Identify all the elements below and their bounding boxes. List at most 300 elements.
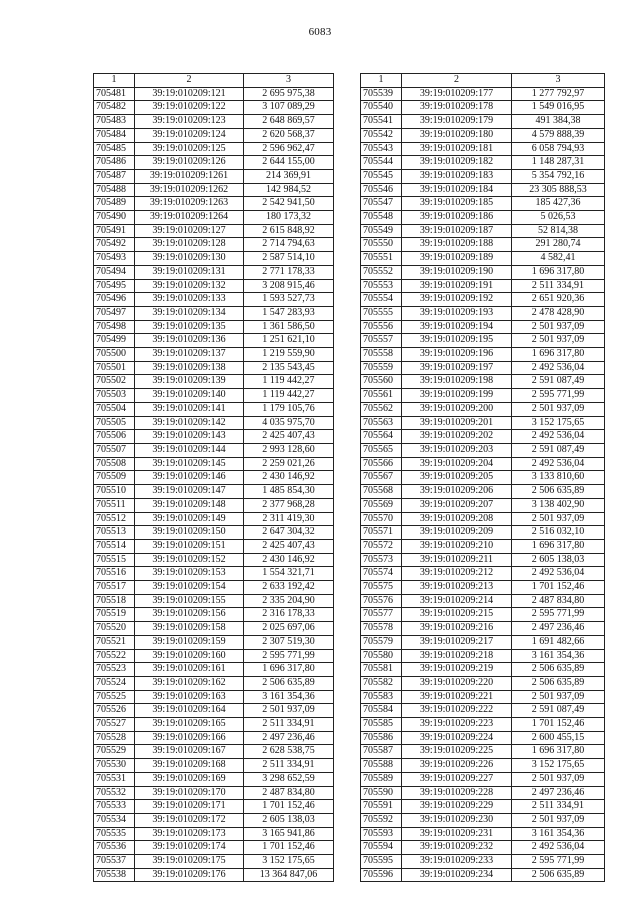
cadastral-value: 1 696 317,80 [512, 265, 605, 279]
row-number: 705583 [361, 690, 402, 704]
table-row [94, 786, 334, 800]
row-number: 705504 [94, 402, 135, 416]
row-number: 705557 [361, 334, 402, 348]
cadastral-number: 39:19:010209:200 [402, 402, 512, 416]
cadastral-value: 2 492 536,04 [512, 567, 605, 581]
table-row [94, 718, 334, 732]
row-number: 705515 [94, 553, 135, 567]
cadastral-value: 1 485 854,30 [244, 485, 334, 499]
cadastral-number: 39:19:010209:1262 [135, 183, 244, 197]
cadastral-number: 39:19:010209:151 [135, 539, 244, 553]
cadastral-value: 2 596 962,47 [244, 142, 334, 156]
table-row [94, 430, 334, 444]
cadastral-value: 2 307 519,30 [244, 635, 334, 649]
cadastral-number: 39:19:010209:181 [402, 142, 512, 156]
cadastral-value: 3 152 175,65 [512, 759, 605, 773]
cadastral-number: 39:19:010209:166 [135, 731, 244, 745]
row-number: 705548 [361, 211, 402, 225]
cadastral-number: 39:19:010209:124 [135, 128, 244, 142]
row-number: 705561 [361, 389, 402, 403]
row-number: 705510 [94, 485, 135, 499]
cadastral-number: 39:19:010209:127 [135, 224, 244, 238]
cadastral-number: 39:19:010209:139 [135, 375, 244, 389]
row-number: 705544 [361, 156, 402, 170]
cadastral-value: 3 152 175,65 [512, 416, 605, 430]
row-number: 705492 [94, 238, 135, 252]
row-number: 705543 [361, 142, 402, 156]
table-row [361, 101, 605, 115]
row-number: 705529 [94, 745, 135, 759]
table-row [361, 389, 605, 403]
cadastral-value: 52 814,38 [512, 224, 605, 238]
cadastral-value: 1 251 621,10 [244, 334, 334, 348]
row-number: 705594 [361, 841, 402, 855]
row-number: 705508 [94, 457, 135, 471]
row-number: 705482 [94, 101, 135, 115]
cadastral-value: 4 035 975,70 [244, 416, 334, 430]
cadastral-number: 39:19:010209:155 [135, 594, 244, 608]
cadastral-value: 2 511 334,91 [244, 759, 334, 773]
row-number: 705518 [94, 594, 135, 608]
cadastral-value: 2 425 407,43 [244, 539, 334, 553]
row-number: 705553 [361, 279, 402, 293]
table-row [94, 224, 334, 238]
cadastral-value: 2 595 771,99 [512, 608, 605, 622]
row-number: 705531 [94, 772, 135, 786]
cadastral-number: 39:19:010209:154 [135, 581, 244, 595]
cadastral-number: 39:19:010209:152 [135, 553, 244, 567]
table-row [361, 649, 605, 663]
cadastral-number: 39:19:010209:197 [402, 361, 512, 375]
cadastral-number: 39:19:010209:218 [402, 649, 512, 663]
cadastral-number: 39:19:010209:219 [402, 663, 512, 677]
table-row [361, 594, 605, 608]
table-row [361, 759, 605, 773]
table-row [94, 252, 334, 266]
cadastral-value: 1 696 317,80 [244, 663, 334, 677]
cadastral-value: 2 591 087,49 [512, 704, 605, 718]
row-number: 705586 [361, 731, 402, 745]
cadastral-number: 39:19:010209:136 [135, 334, 244, 348]
row-number: 705498 [94, 320, 135, 334]
row-number: 705534 [94, 813, 135, 827]
cadastral-value: 2 316 178,33 [244, 608, 334, 622]
cadastral-value: 2 648 869,57 [244, 115, 334, 129]
cadastral-number: 39:19:010209:153 [135, 567, 244, 581]
cadastral-number: 39:19:010209:134 [135, 306, 244, 320]
cadastral-value: 1 691 482,66 [512, 635, 605, 649]
table-row [361, 265, 605, 279]
cadastral-value: 2 487 834,80 [244, 786, 334, 800]
table-row [94, 265, 334, 279]
table-row [94, 608, 334, 622]
row-number: 705563 [361, 416, 402, 430]
table-row [94, 813, 334, 827]
table-row [361, 800, 605, 814]
row-number: 705517 [94, 581, 135, 595]
row-number: 705550 [361, 238, 402, 252]
cadastral-number: 39:19:010209:174 [135, 841, 244, 855]
table-row [361, 156, 605, 170]
row-number: 705520 [94, 622, 135, 636]
cadastral-number: 39:19:010209:214 [402, 594, 512, 608]
cadastral-number: 39:19:010209:198 [402, 375, 512, 389]
cadastral-value: 5 026,53 [512, 211, 605, 225]
row-number: 705566 [361, 457, 402, 471]
row-number: 705540 [361, 101, 402, 115]
table-row [361, 581, 605, 595]
cadastral-number: 39:19:010209:1264 [135, 211, 244, 225]
table-row [361, 786, 605, 800]
cadastral-number: 39:19:010209:211 [402, 553, 512, 567]
table-row [94, 279, 334, 293]
table-row [361, 731, 605, 745]
cadastral-value: 2 492 536,04 [512, 457, 605, 471]
table-row [361, 348, 605, 362]
table-row [361, 526, 605, 540]
row-number: 705596 [361, 868, 402, 882]
cadastral-value: 1 277 792,97 [512, 87, 605, 101]
table-row [94, 485, 334, 499]
cadastral-number: 39:19:010209:182 [402, 156, 512, 170]
table-row [361, 567, 605, 581]
cadastral-number: 39:19:010209:178 [402, 101, 512, 115]
table-row [94, 868, 334, 882]
cadastral-value: 2 644 155,00 [244, 156, 334, 170]
table-row [361, 293, 605, 307]
cadastral-value: 23 305 888,53 [512, 183, 605, 197]
table-row [361, 635, 605, 649]
table-row [94, 142, 334, 156]
row-number: 705526 [94, 704, 135, 718]
row-number: 705573 [361, 553, 402, 567]
cadastral-value: 2 587 514,10 [244, 252, 334, 266]
table-row [361, 539, 605, 553]
table-row [94, 183, 334, 197]
cadastral-number: 39:19:010209:222 [402, 704, 512, 718]
cadastral-number: 39:19:010209:159 [135, 635, 244, 649]
cadastral-number: 39:19:010209:233 [402, 855, 512, 869]
cadastral-value: 2 633 192,42 [244, 581, 334, 595]
row-number: 705537 [94, 855, 135, 869]
table-row [361, 841, 605, 855]
cadastral-number: 39:19:010209:138 [135, 361, 244, 375]
cadastral-number: 39:19:010209:228 [402, 786, 512, 800]
table-row [361, 622, 605, 636]
row-number: 705571 [361, 526, 402, 540]
row-number: 705532 [94, 786, 135, 800]
cadastral-number: 39:19:010209:177 [402, 87, 512, 101]
table-row [361, 334, 605, 348]
cadastral-value: 2 501 937,09 [512, 813, 605, 827]
header-col-2: 2 [135, 74, 244, 88]
table-row [361, 183, 605, 197]
cadastral-value: 2 620 568,37 [244, 128, 334, 142]
row-number: 705503 [94, 389, 135, 403]
cadastral-number: 39:19:010209:169 [135, 772, 244, 786]
cadastral-number: 39:19:010209:210 [402, 539, 512, 553]
row-number: 705524 [94, 676, 135, 690]
cadastral-value: 1 701 152,46 [244, 841, 334, 855]
table-row [94, 704, 334, 718]
cadastral-value: 180 173,32 [244, 211, 334, 225]
table-row [361, 197, 605, 211]
cadastral-number: 39:19:010209:121 [135, 87, 244, 101]
table-row [94, 361, 334, 375]
row-number: 705590 [361, 786, 402, 800]
table-row [94, 526, 334, 540]
cadastral-value: 142 984,52 [244, 183, 334, 197]
cadastral-number: 39:19:010209:144 [135, 443, 244, 457]
row-number: 705567 [361, 471, 402, 485]
cadastral-value: 2 591 087,49 [512, 443, 605, 457]
row-number: 705591 [361, 800, 402, 814]
row-number: 705562 [361, 402, 402, 416]
row-number: 705584 [361, 704, 402, 718]
table-row [94, 211, 334, 225]
row-number: 705490 [94, 211, 135, 225]
cadastral-value: 4 579 888,39 [512, 128, 605, 142]
cadastral-value: 2 497 236,46 [512, 786, 605, 800]
row-number: 705525 [94, 690, 135, 704]
cadastral-value: 1 547 283,93 [244, 306, 334, 320]
cadastral-number: 39:19:010209:227 [402, 772, 512, 786]
cadastral-value: 1 179 105,76 [244, 402, 334, 416]
cadastral-number: 39:19:010209:1261 [135, 169, 244, 183]
row-number: 705533 [94, 800, 135, 814]
cadastral-number: 39:19:010209:149 [135, 512, 244, 526]
table-row [94, 676, 334, 690]
cadastral-value: 2 335 204,90 [244, 594, 334, 608]
cadastral-number: 39:19:010209:191 [402, 279, 512, 293]
cadastral-number: 39:19:010209:217 [402, 635, 512, 649]
cadastral-value: 2 311 419,30 [244, 512, 334, 526]
table-row [94, 539, 334, 553]
table-row [361, 827, 605, 841]
table-row [361, 676, 605, 690]
registry-table-right-body [361, 74, 605, 882]
table-row [361, 498, 605, 512]
cadastral-number: 39:19:010209:131 [135, 265, 244, 279]
table-row [94, 553, 334, 567]
cadastral-number: 39:19:010209:199 [402, 389, 512, 403]
table-row [361, 457, 605, 471]
table-row [361, 375, 605, 389]
table-row [361, 416, 605, 430]
cadastral-value: 2 025 697,06 [244, 622, 334, 636]
registry-table-left [93, 73, 334, 882]
cadastral-number: 39:19:010209:180 [402, 128, 512, 142]
cadastral-number: 39:19:010209:234 [402, 868, 512, 882]
table-header-row [361, 74, 605, 88]
row-number: 705578 [361, 622, 402, 636]
row-number: 705569 [361, 498, 402, 512]
cadastral-number: 39:19:010209:207 [402, 498, 512, 512]
table-row [361, 279, 605, 293]
cadastral-number: 39:19:010209:150 [135, 526, 244, 540]
table-row [94, 156, 334, 170]
row-number: 705546 [361, 183, 402, 197]
cadastral-number: 39:19:010209:208 [402, 512, 512, 526]
table-row [361, 813, 605, 827]
row-number: 705489 [94, 197, 135, 211]
table-row [94, 855, 334, 869]
row-number: 705509 [94, 471, 135, 485]
row-number: 705523 [94, 663, 135, 677]
cadastral-value: 2 501 937,09 [512, 772, 605, 786]
row-number: 705587 [361, 745, 402, 759]
cadastral-value: 1 696 317,80 [512, 348, 605, 362]
cadastral-number: 39:19:010209:156 [135, 608, 244, 622]
cadastral-number: 39:19:010209:132 [135, 279, 244, 293]
cadastral-value: 2 511 334,91 [512, 800, 605, 814]
table-row [94, 115, 334, 129]
cadastral-value: 2 516 032,10 [512, 526, 605, 540]
table-row [94, 87, 334, 101]
cadastral-number: 39:19:010209:183 [402, 169, 512, 183]
row-number: 705551 [361, 252, 402, 266]
cadastral-number: 39:19:010209:223 [402, 718, 512, 732]
cadastral-number: 39:19:010209:229 [402, 800, 512, 814]
cadastral-value: 2 501 937,09 [244, 704, 334, 718]
row-number: 705595 [361, 855, 402, 869]
cadastral-value: 2 506 635,89 [512, 663, 605, 677]
cadastral-number: 39:19:010209:173 [135, 827, 244, 841]
cadastral-value: 214 369,91 [244, 169, 334, 183]
cadastral-value: 2 600 455,15 [512, 731, 605, 745]
cadastral-value: 3 161 354,36 [512, 827, 605, 841]
table-row [94, 128, 334, 142]
cadastral-value: 3 161 354,36 [512, 649, 605, 663]
table-row [94, 759, 334, 773]
header-col-2: 2 [402, 74, 512, 88]
row-number: 705501 [94, 361, 135, 375]
table-row [94, 512, 334, 526]
cadastral-value: 2 628 538,75 [244, 745, 334, 759]
table-row [361, 690, 605, 704]
table-row [94, 238, 334, 252]
row-number: 705582 [361, 676, 402, 690]
row-number: 705568 [361, 485, 402, 499]
header-col-3: 3 [244, 74, 334, 88]
row-number: 705491 [94, 224, 135, 238]
cadastral-number: 39:19:010209:179 [402, 115, 512, 129]
row-number: 705539 [361, 87, 402, 101]
cadastral-number: 39:19:010209:137 [135, 348, 244, 362]
cadastral-value: 2 135 543,45 [244, 361, 334, 375]
table-row [94, 389, 334, 403]
cadastral-value: 1 701 152,46 [512, 718, 605, 732]
row-number: 705512 [94, 512, 135, 526]
cadastral-number: 39:19:010209:142 [135, 416, 244, 430]
cadastral-value: 3 165 941,86 [244, 827, 334, 841]
cadastral-value: 2 492 536,04 [512, 430, 605, 444]
row-number: 705535 [94, 827, 135, 841]
registry-table-left-body [94, 74, 334, 882]
table-row [94, 731, 334, 745]
cadastral-value: 491 384,38 [512, 115, 605, 129]
table-row [94, 649, 334, 663]
table-row [94, 101, 334, 115]
cadastral-value: 2 492 536,04 [512, 841, 605, 855]
row-number: 705485 [94, 142, 135, 156]
header-col-1: 1 [361, 74, 402, 88]
table-row [94, 169, 334, 183]
table-row [361, 87, 605, 101]
row-number: 705555 [361, 306, 402, 320]
cadastral-number: 39:19:010209:176 [135, 868, 244, 882]
table-row [361, 142, 605, 156]
row-number: 705581 [361, 663, 402, 677]
cadastral-value: 2 497 236,46 [244, 731, 334, 745]
row-number: 705558 [361, 348, 402, 362]
cadastral-number: 39:19:010209:220 [402, 676, 512, 690]
row-number: 705572 [361, 539, 402, 553]
cadastral-number: 39:19:010209:213 [402, 581, 512, 595]
cadastral-value: 2 430 146,92 [244, 553, 334, 567]
row-number: 705514 [94, 539, 135, 553]
cadastral-number: 39:19:010209:204 [402, 457, 512, 471]
cadastral-number: 39:19:010209:164 [135, 704, 244, 718]
cadastral-number: 39:19:010209:172 [135, 813, 244, 827]
table-row [94, 293, 334, 307]
cadastral-value: 3 138 402,90 [512, 498, 605, 512]
cadastral-value: 2 501 937,09 [512, 512, 605, 526]
cadastral-number: 39:19:010209:186 [402, 211, 512, 225]
table-row [94, 635, 334, 649]
table-row [94, 320, 334, 334]
table-row [94, 498, 334, 512]
row-number: 705559 [361, 361, 402, 375]
table-row [94, 841, 334, 855]
row-number: 705493 [94, 252, 135, 266]
cadastral-value: 2 501 937,09 [512, 690, 605, 704]
table-row [361, 128, 605, 142]
cadastral-number: 39:19:010209:184 [402, 183, 512, 197]
row-number: 705574 [361, 567, 402, 581]
table-row [94, 197, 334, 211]
table-row [361, 718, 605, 732]
cadastral-number: 39:19:010209:190 [402, 265, 512, 279]
header-col-1: 1 [94, 74, 135, 88]
cadastral-value: 3 133 810,60 [512, 471, 605, 485]
row-number: 705519 [94, 608, 135, 622]
table-row [94, 581, 334, 595]
row-number: 705488 [94, 183, 135, 197]
row-number: 705496 [94, 293, 135, 307]
cadastral-value: 2 714 794,63 [244, 238, 334, 252]
table-row [361, 224, 605, 238]
row-number: 705505 [94, 416, 135, 430]
cadastral-number: 39:19:010209:215 [402, 608, 512, 622]
table-row [361, 553, 605, 567]
row-number: 705592 [361, 813, 402, 827]
row-number: 705500 [94, 348, 135, 362]
cadastral-value: 1 549 016,95 [512, 101, 605, 115]
cadastral-number: 39:19:010209:148 [135, 498, 244, 512]
cadastral-value: 1 119 442,27 [244, 375, 334, 389]
cadastral-value: 1 119 442,27 [244, 389, 334, 403]
row-number: 705585 [361, 718, 402, 732]
cadastral-value: 1 701 152,46 [244, 800, 334, 814]
cadastral-number: 39:19:010209:193 [402, 306, 512, 320]
cadastral-value: 2 492 536,04 [512, 361, 605, 375]
cadastral-number: 39:19:010209:141 [135, 402, 244, 416]
row-number: 705579 [361, 635, 402, 649]
table-row [94, 772, 334, 786]
table-row [361, 772, 605, 786]
cadastral-number: 39:19:010209:135 [135, 320, 244, 334]
